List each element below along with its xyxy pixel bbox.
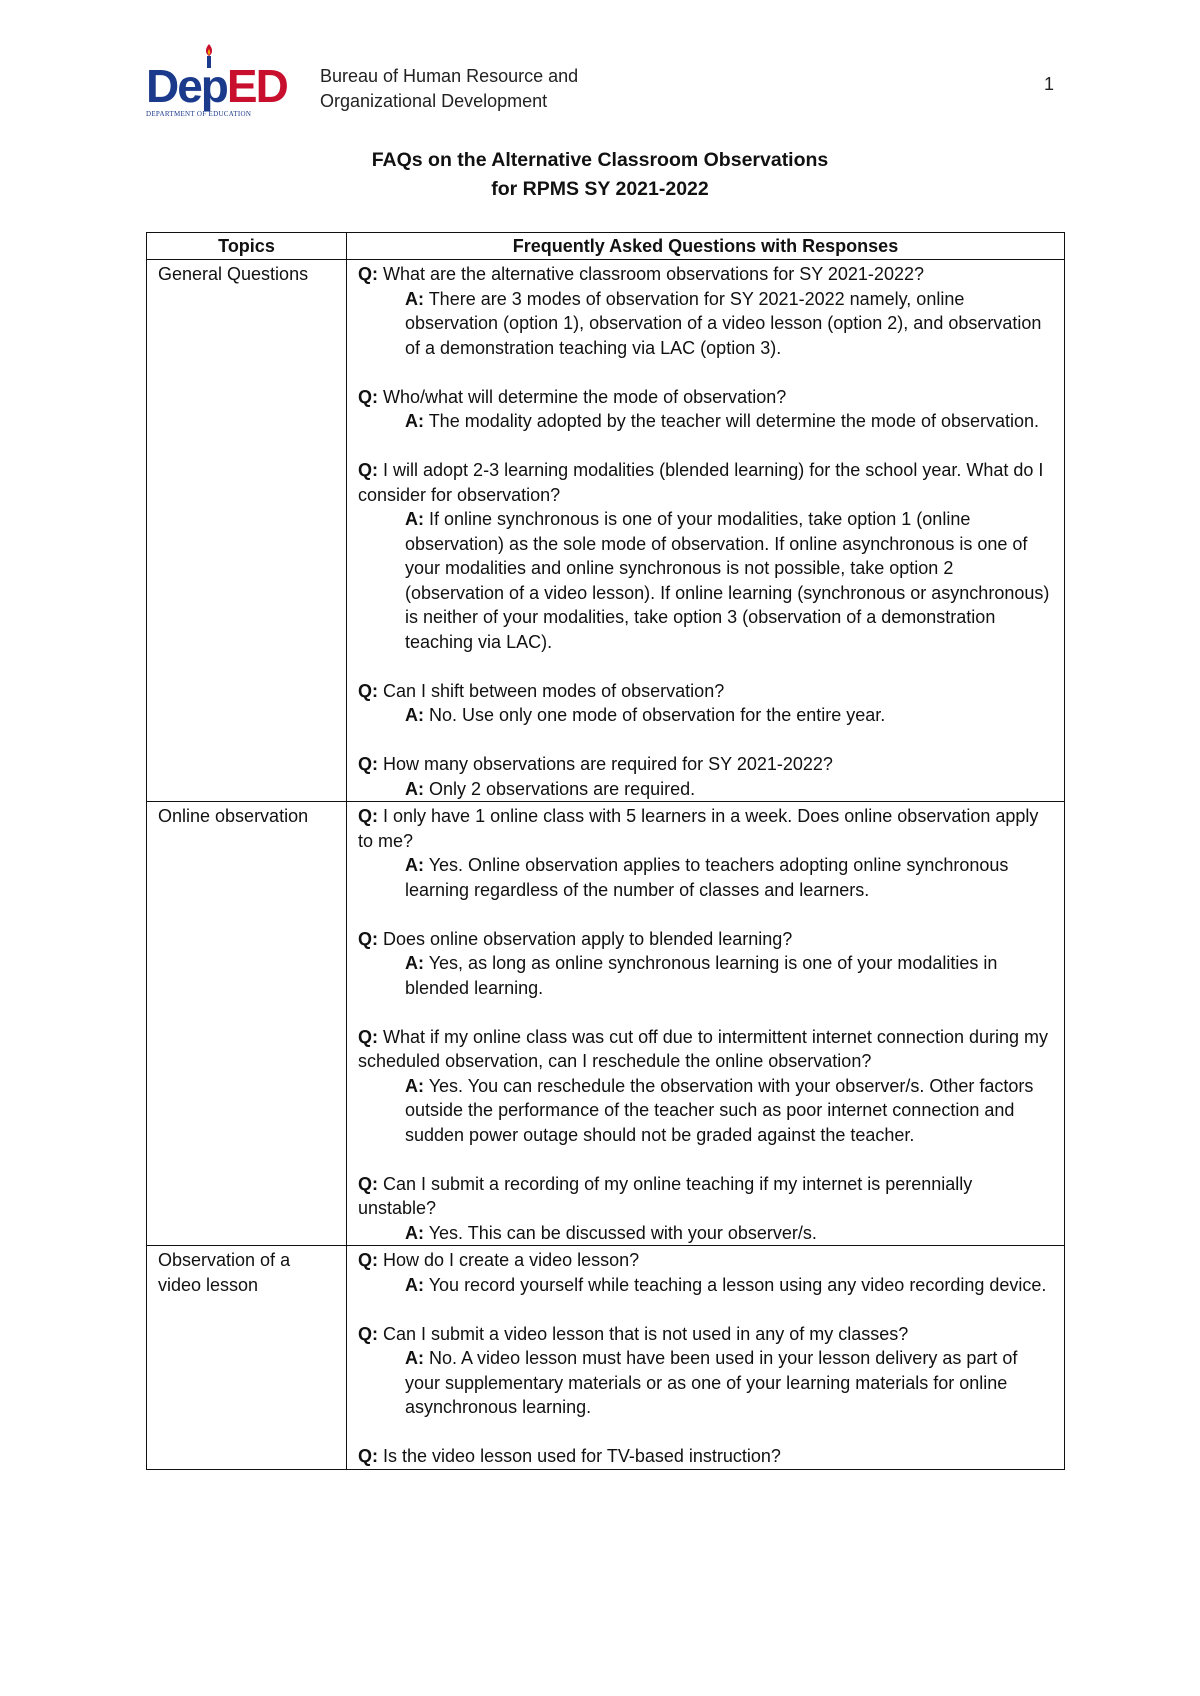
answer: A: The modality adopted by the teacher will determine the mode of observation. [405, 411, 1040, 431]
question: Q: I will adopt 2-3 learning modalities (blended learning) for the school year. What do I consider for observation? [358, 460, 1044, 505]
question: Q: Can I shift between modes of observation? [358, 680, 725, 701]
header-faq: Frequently Asked Questions with Responses [347, 233, 1065, 260]
qa-cell [347, 260, 1065, 802]
question: Q: Can I submit a video lesson that is not used in any of my classes? [358, 1323, 909, 1344]
header-topics: Topics [147, 233, 347, 260]
question: Q: Can I submit a recording of my online teaching if my internet is perennially unstable? [358, 1173, 973, 1218]
bureau-line-1: Bureau of Human Resource and [320, 66, 579, 86]
bureau-name [320, 64, 578, 114]
answer: A: Only 2 observations are required. [405, 778, 696, 799]
question: Q: What are the alternative classroom observations for SY 2021-2022? [358, 264, 924, 284]
question: Q: I only have 1 online class with 5 learners in a week. Does online observation apply to me? [358, 806, 1039, 851]
answer: A: Yes. You can reschedule the observation with your observer/s. Other factors outside the performance of the teacher such as poor internet connection and sudden power outage should not be graded against the teacher. [405, 1075, 1034, 1145]
answer: A: If online synchronous is one of your modalities, take option 1 (online observation) as the sole mode of observation. If online asynchronous is one of your modalities and online synchronous is not possible, take option 2 (observation of a video lesson). If online learning (synchronous or asynchronous) is neither of your modalities, take option 3 (observation of a demonstration teaching via LAC). [405, 509, 1050, 652]
faq-table [146, 232, 1065, 1470]
logo-subtext: DEPARTMENT OF EDUCATION [146, 110, 252, 118]
table-row [147, 260, 1065, 802]
faq-item [358, 1025, 1054, 1148]
question: Q: How many observations are required for SY 2021-2022? [358, 754, 833, 774]
faq-item [358, 1444, 1054, 1469]
faq-item [358, 1172, 1054, 1246]
faq-item [358, 752, 1054, 801]
table-header-row [147, 233, 1065, 260]
table-row [147, 1246, 1065, 1470]
bureau-line-2: Organizational Development [320, 91, 548, 111]
question: Q: Who/what will determine the mode of observation? [358, 386, 787, 407]
faq-item [358, 804, 1054, 902]
answer: A: Yes. This can be discussed with your observer/s. [405, 1222, 817, 1243]
topic-cell: General Questions [147, 260, 347, 802]
question: Q: How do I create a video lesson? [358, 1250, 640, 1270]
qa-cell [347, 1246, 1065, 1470]
topic-cell: Observation of a video lesson [147, 1246, 347, 1470]
page-header [146, 44, 1066, 124]
answer: A: No. Use only one mode of observation for the entire year. [405, 705, 886, 725]
faq-item [358, 262, 1054, 360]
faq-item [358, 1248, 1054, 1297]
question: Q: Does online observation apply to blended learning? [358, 928, 793, 949]
answer: A: You record yourself while teaching a lesson using any video recording device. [405, 1274, 1047, 1295]
question: Q: What if my online class was cut off due to intermittent internet connection during my scheduled observation, can I reschedule the online observation? [358, 1026, 1049, 1071]
faq-item [358, 679, 1054, 728]
document-title [0, 146, 1200, 204]
question: Q: Is the video lesson used for TV-based instruction? [358, 1446, 781, 1466]
answer: A: Yes. Online observation applies to teachers adopting online synchronous learning regardless of the number of classes and learners. [405, 855, 1009, 900]
topic-cell: Online observation [147, 802, 347, 1246]
faq-item [358, 927, 1054, 1001]
title-line-2: for RPMS SY 2021-2022 [491, 178, 709, 200]
qa-cell [347, 802, 1065, 1246]
faq-item [358, 385, 1054, 434]
deped-logo [146, 48, 287, 118]
answer: A: There are 3 modes of observation for SY 2021-2022 namely, online observation (option 1), observation of a video lesson (option 2), and observation of a demonstration teaching via LAC (option 3). [405, 288, 1042, 358]
faq-item [358, 458, 1054, 654]
table-row [147, 802, 1065, 1246]
logo-text-dep: Dep [146, 60, 227, 112]
answer: A: No. A video lesson must have been used in your lesson delivery as part of your supplementary materials or as one of your learning materials for online asynchronous learning. [405, 1348, 1018, 1417]
page-number: 1 [1043, 74, 1054, 94]
answer: A: Yes, as long as online synchronous learning is one of your modalities in blended learning. [405, 953, 998, 998]
logo-text-ed: ED [226, 60, 287, 112]
faq-item [358, 1322, 1054, 1420]
title-line-1: FAQs on the Alternative Classroom Observations [371, 149, 829, 171]
